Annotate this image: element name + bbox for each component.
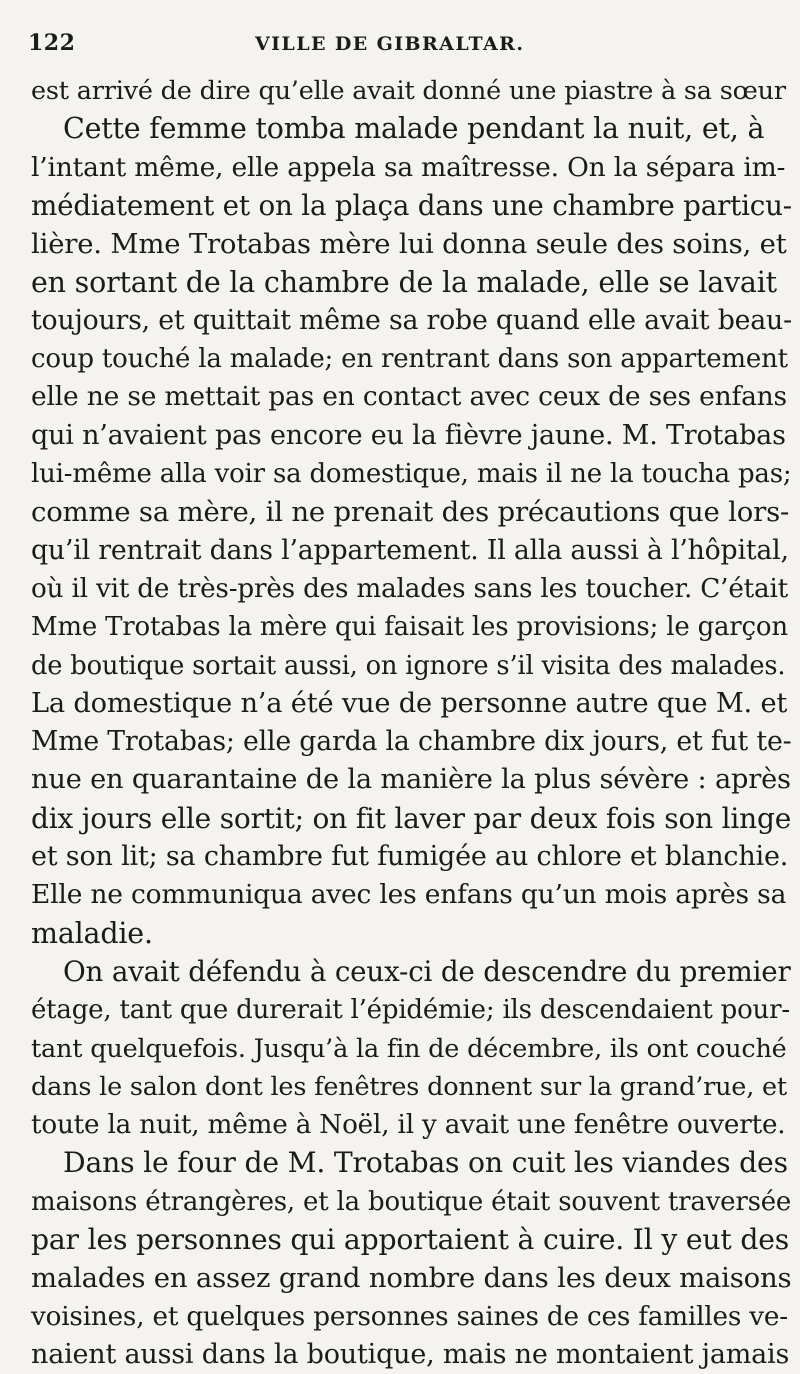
text-line: étage, tant que durerait l’épidémie; ils descendaient pour- — [31, 995, 790, 1026]
text-line: Mme Trotabas; elle garda la chambre dix jours, et fut te- — [31, 726, 792, 758]
text-line: qu’il rentrait dans l’appartement. Il alla aussi à l’hôpital, — [31, 534, 789, 566]
text-line: l’intant même, elle appela sa maîtresse. On la sépara im- — [31, 151, 786, 183]
running-head — [28, 30, 800, 66]
text-line: toute la nuit, même à Noël, il y avait une fenêtre ouverte. — [31, 1110, 786, 1141]
text-line: dix jours elle sortit; on fit laver par deux fois son linge — [31, 801, 792, 835]
text-line: naient aussi dans la boutique, mais ne montaient jamais — [31, 1338, 790, 1370]
text-line: maisons étrangères, et la boutique était souvent traversée — [31, 1186, 792, 1217]
text-line: où il vit de très-près des malades sans les toucher. C’était — [31, 573, 789, 604]
text-line: qui n’avaient pas encore eu la fièvre jaune. M. Trotabas — [31, 419, 786, 451]
text-line: voisines, et quelques personnes saines de ces familles ve- — [31, 1301, 788, 1332]
text-line: Mme Trotabas la mère qui faisait les provisions; le garçon — [31, 612, 788, 643]
text-line: maladie. — [31, 916, 153, 950]
text-line: coup touché la malade; en rentrant dans son appartement — [31, 344, 788, 375]
text-line: et son lit; sa chambre fut fumigée au chlore et blanchie. — [31, 841, 789, 872]
text-line: en sortant de la chambre de la malade, elle se lavait — [31, 265, 777, 299]
text-line: tant quelquefois. Jusqu’à la fin de décembre, ils ont couché — [31, 1033, 787, 1064]
text-line: On avait défendu à ceux-ci de descendre du premier — [63, 954, 791, 988]
text-line: Cette femme tomba malade pendant la nuit, et, à — [63, 112, 765, 146]
text-line: lui-même alla voir sa domestique, mais il ne la toucha pas; — [31, 459, 792, 489]
text-line: elle ne se mettait pas en contact avec ceux de ses enfans — [31, 381, 787, 413]
text-line: Elle ne communiqua avec les enfans qu’un mois après sa — [31, 879, 787, 911]
text-line: Dans le four de M. Trotabas on cuit les viandes des — [63, 1146, 788, 1180]
running-title: VILLE DE GIBRALTAR. — [255, 33, 525, 55]
page-number: 122 — [28, 30, 76, 56]
text-line: par les personnes qui apportaient à cuire. Il y eut des — [31, 1223, 790, 1256]
text-line: toujours, et quittait même sa robe quand elle avait beau- — [31, 304, 792, 336]
text-line: est arrivé de dire qu’elle avait donné une piastre à sa sœur — [31, 76, 786, 106]
text-line: de boutique sortait aussi, on ignore s’il visita des malades. — [31, 650, 786, 681]
text-line: lière. Mme Trotabas mère lui donna seule des soins, et — [31, 228, 787, 261]
text-line: comme sa mère, il ne prenait des précautions que lors- — [31, 496, 790, 529]
text-line: nue en quarantaine de la manière la plus sévère : après — [31, 764, 791, 796]
text-line: dans le salon dont les fenêtres donnent sur la grand’rue, et — [31, 1071, 787, 1102]
text-line: médiatement et on la plaça dans une chambre particu- — [31, 188, 792, 222]
text-line: malades en assez grand nombre dans les deux maisons — [31, 1262, 792, 1295]
text-line: La domestique n’a été vue de personne autre que M. et — [31, 687, 788, 719]
